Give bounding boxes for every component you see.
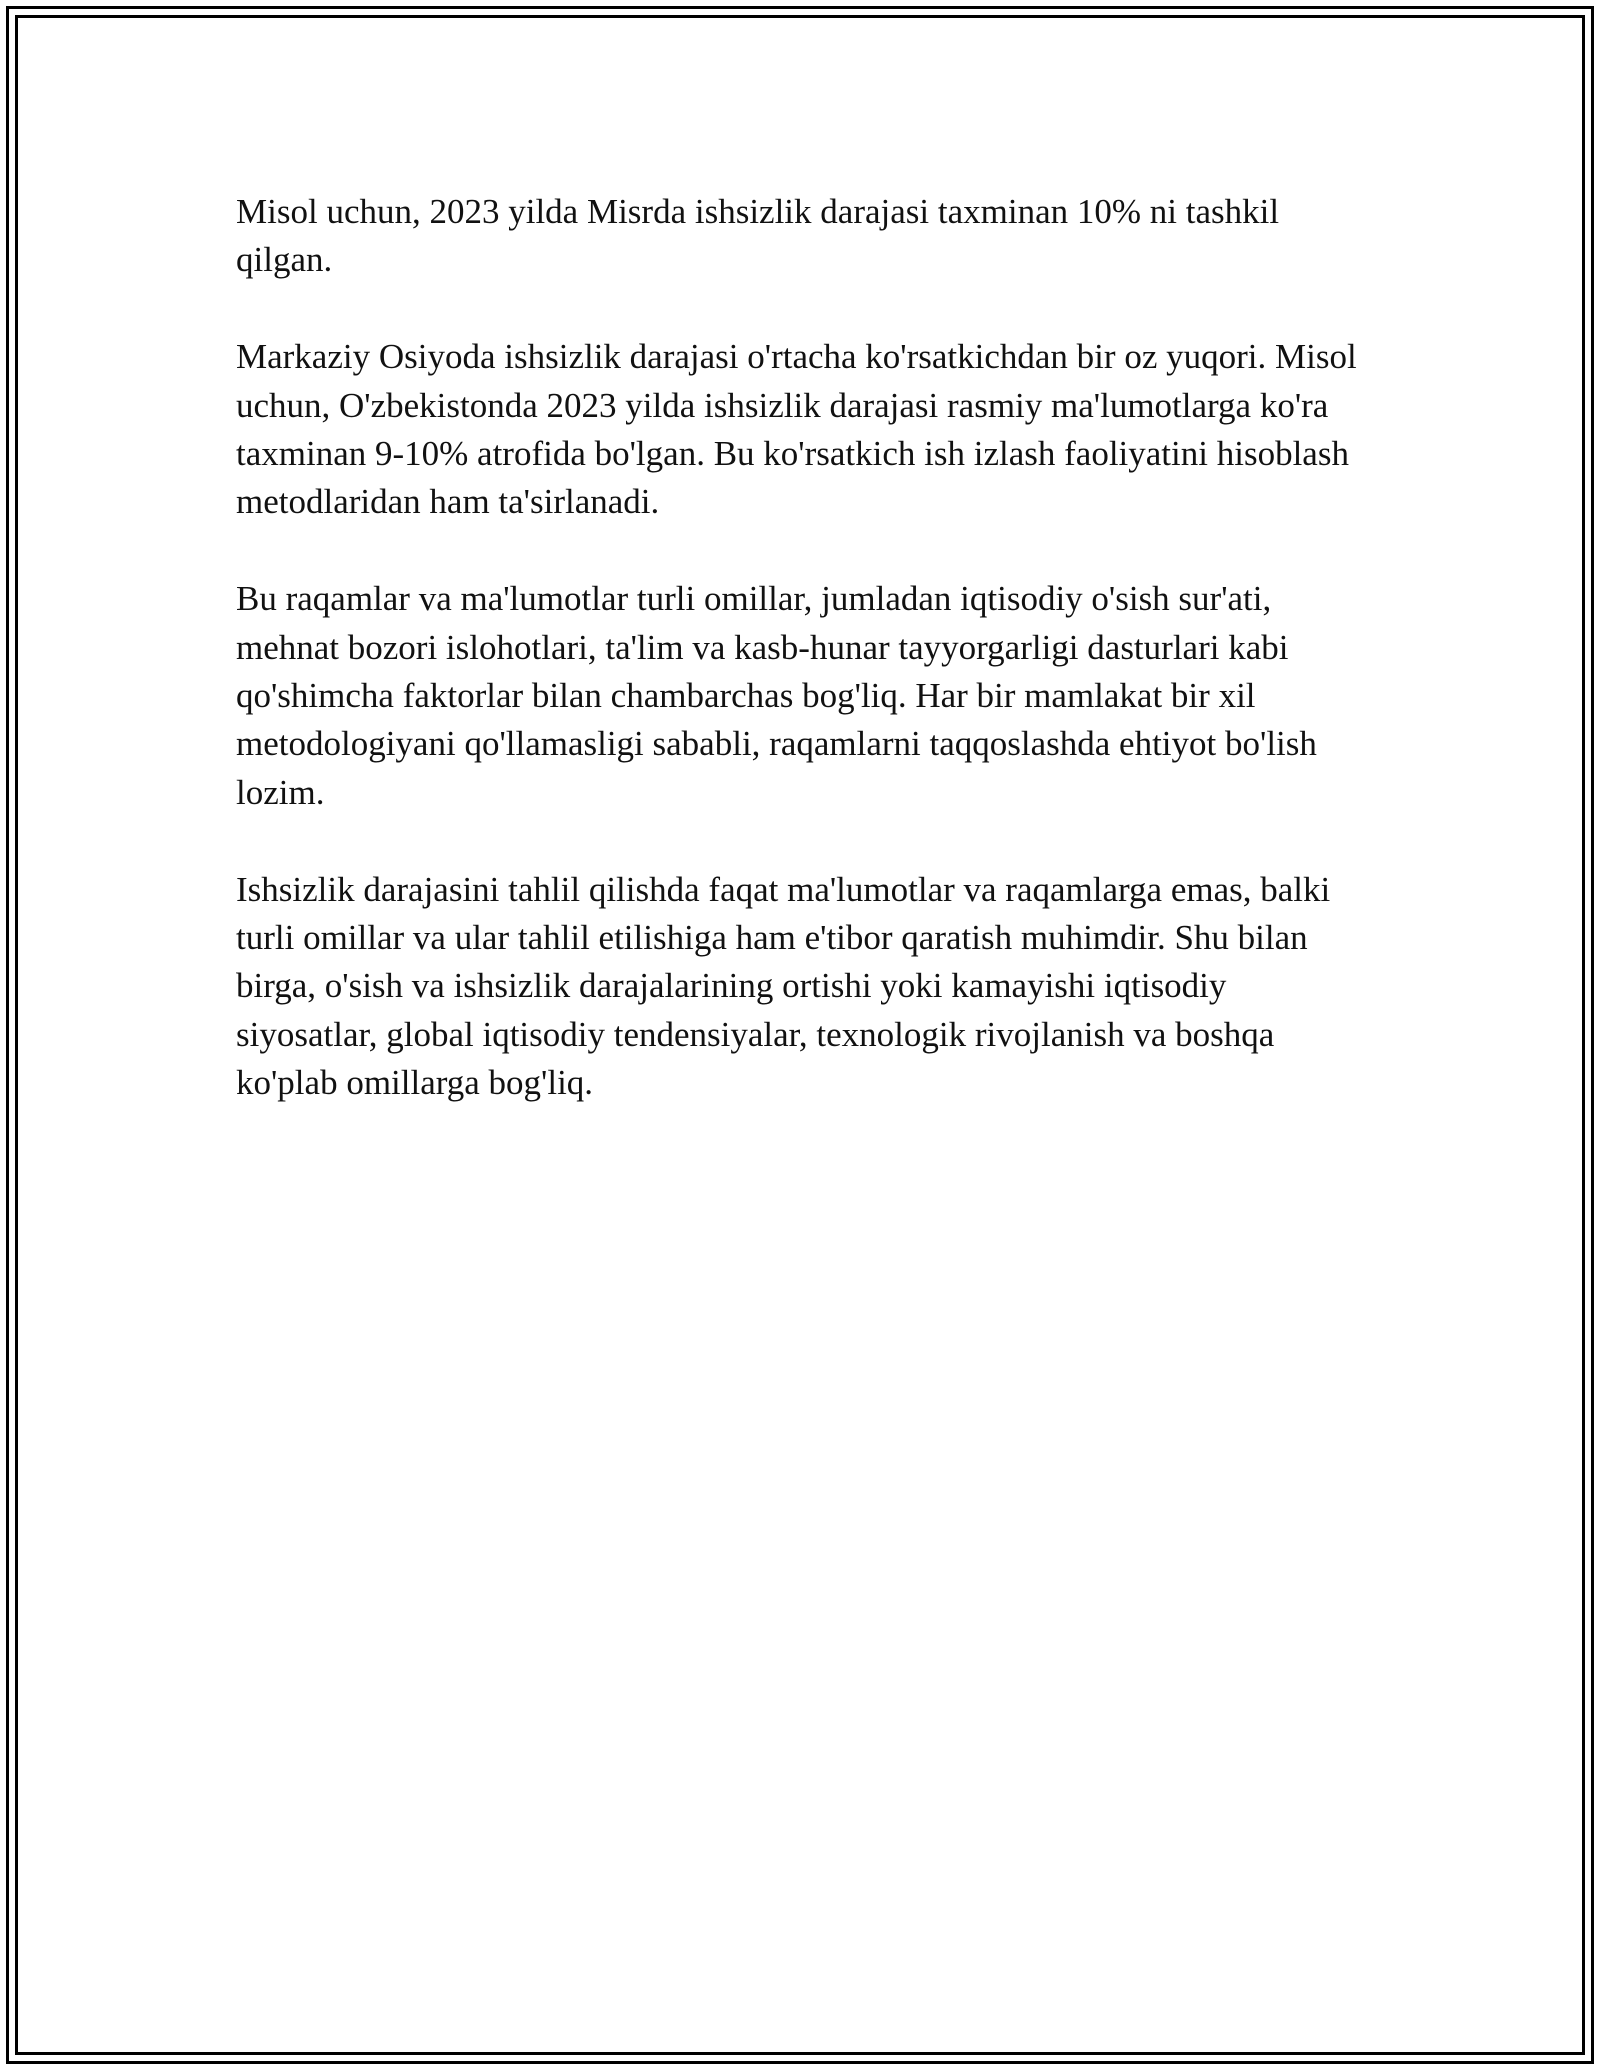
paragraph: Bu raqamlar va ma'lumotlar turli omillar, jumladan iqtisodiy o'sish sur'ati, mehnat bozori islohotlari, ta'lim va kasb-hunar tayyorgarligi dasturlari kabi qo'shimcha faktorlar bilan chambarchas bog'liq. Har bir mamlakat bir xil metodologiyani qo'llamasligi sababli, raqamlarni taqqoslashda ehtiyot bo'lish lozim. [236,579,1317,812]
document-body [236,188,1366,1156]
paragraph: Ishsizlik darajasini tahlil qilishda faqat ma'lumotlar va raqamlarga emas, balki turli omillar va ular tahlil etilishiga ham e'tibor qaratish muhimdir. Shu bilan birga, o'sish va ishsizlik darajalarining ortishi yoki kamayishi iqtisodiy siyosatlar, global iqtisodiy tendensiyalar, texnologik rivojlanish va boshqa ko'plab omillarga bog'liq. [236,869,1331,1103]
paragraph: Misol uchun, 2023 yilda Misrda ishsizlik darajasi taxminan 10% ni tashkil qilgan. [236,192,1280,280]
paragraph: Markaziy Osiyoda ishsizlik darajasi o'rtacha ko'rsatkichdan bir oz yuqori. Misol uchun, O'zbekistonda 2023 yilda ishsizlik darajasi rasmiy ma'lumotlarga ko'ra taxminan 9-10% atrofida bo'lgan. Bu ko'rsatkich ish izlash faoliyatini hisoblash metodlaridan ham ta'sirlanadi. [236,337,1357,522]
